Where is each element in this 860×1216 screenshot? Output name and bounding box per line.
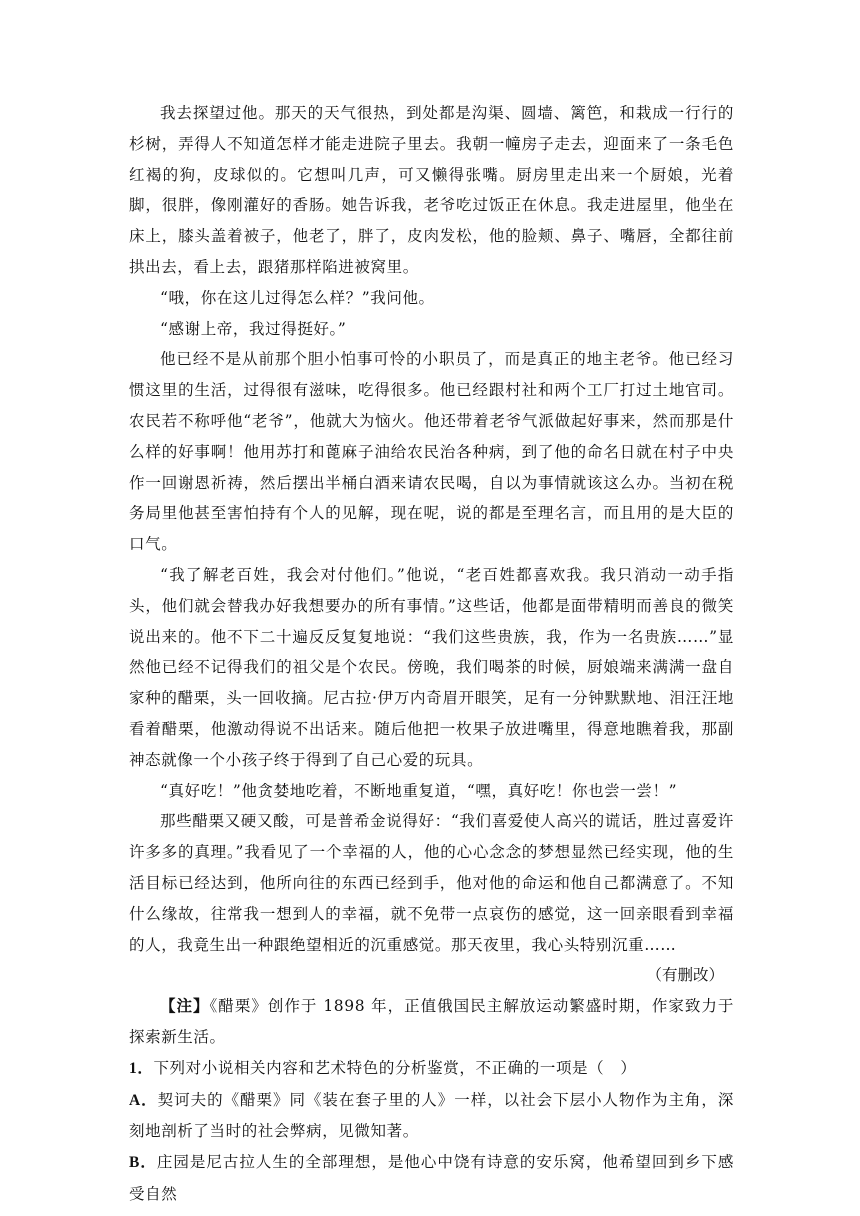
option-letter-a: A．	[129, 1091, 158, 1109]
question-option-a	[129, 1085, 734, 1148]
passage-paragraph-4: 他已经不是从前那个胆小怕事可怜的小职员了，而是真正的地主老爷。他已经习惯这里的生活，过得很有滋味，吃得很多。他已经跟村社和两个工厂打过土地官司。农民若不称呼他“老爷”，他就大为恼火。他还带着老爷气派做起好事来，然而那是什么样的好事啊！他用苏打和蓖麻子油给农民治各种病，到了他的命名日就在村子中央作一回谢恩祈祷，然后摆出半桶白酒来请农民喝，自以为事情就该这么办。当初在税务局里他甚至害怕持有个人的见解，现在呢，说的都是至理名言，而且用的是大臣的口气。	[129, 350, 734, 554]
annotation	[129, 991, 734, 1053]
question-text: 下列对小说相关内容和艺术特色的分析鉴赏，不正确的一项是（ ）	[153, 1058, 637, 1077]
passage-paragraph-5: “我了解老百姓，我会对付他们。”他说，“老百姓都喜欢我。我只消动一动手指头，他们就会替我办好我想要办的所有事情。”这些话，他都是面带精明而善良的微笑说出来的。他不下二十遍反反复复地说：“我们这些贵族，我，作为一名贵族……”显然他已经不记得我们的祖父是个农民。傍晚，我们喝茶的时候，厨娘端来满满一盘自家种的醋栗，头一回收摘。尼古拉·伊万内奇眉开眼笑，足有一分钟默默地、泪汪汪地看着醋栗，他激动得说不出话来。随后他把一枚果子放进嘴里，得意地瞧着我，那副神态就像一个小孩子终于得到了自己心爱的玩具。	[129, 565, 734, 769]
source-note: （有删改）	[646, 966, 724, 985]
option-letter-b: B．	[129, 1154, 157, 1172]
option-text-b: 庄园是尼古拉人生的全部理想，是他心中饶有诗意的安乐窝，他希望回到乡下感受自然	[129, 1153, 734, 1203]
document-page	[129, 98, 734, 1210]
passage-paragraph-7: 那些醋栗又硬又酸，可是普希金说得好：“我们喜爱使人高兴的谎话，胜过喜爱许许多多的真理。”我看见了一个幸福的人，他的心心念念的梦想显然已经实现，他的生活目标已经达到，他所向往的东西已经到手，他对他的命运和他自己都满意了。不知什么缘故，往常我一想到人的幸福，就不免带一点哀伤的感觉，这一回亲眼看到幸福的人，我竟生出一种跟绝望相近的沉重感觉。那天夜里，我心头特别沉重……	[129, 812, 734, 954]
annotation-text: 《醋栗》创作于 1898 年，正值俄国民主解放运动繁盛时期，作家致力于探索新生活。	[129, 997, 734, 1046]
option-text-a: 契诃夫的《醋栗》同《装在套子里的人》一样，以社会下层小人物作为主角，深刻地剖析了当时的社会弊病，见微知著。	[129, 1090, 734, 1141]
question-option-b	[129, 1147, 734, 1210]
passage-paragraph-1: 我去探望过他。那天的天气很热，到处都是沟渠、圆墙、篱笆，和栽成一行行的杉树，弄得人不知道怎样才能走进院子里去。我朝一幢房子走去，迎面来了一条毛色红褐的狗，皮球似的。它想叫几声，可又懒得张嘴。厨房里走出来一个厨娘，光着脚，很胖，像刚灌好的香肠。她告诉我，老爷吃过饭正在休息。我走进屋里，他坐在床上，膝头盖着被子，他老了，胖了，皮肉发松，他的脸颊、鼻子、嘴唇，全都往前拱出去，看上去，跟猪那样陷进被窝里。	[129, 104, 734, 276]
question-stem	[129, 1053, 734, 1085]
question-number: 1．	[129, 1059, 154, 1077]
passage-paragraph-3: “感谢上帝，我过得挺好。”	[160, 319, 347, 338]
passage-paragraph-6: “真好吃！”他贪婪地吃着，不断地重复道，“嘿，真好吃！你也尝一尝！”	[160, 781, 678, 800]
annotation-tag: 【注】	[160, 996, 210, 1016]
passage-paragraph-2: “哦，你在这儿过得怎么样？”我问他。	[160, 288, 435, 307]
